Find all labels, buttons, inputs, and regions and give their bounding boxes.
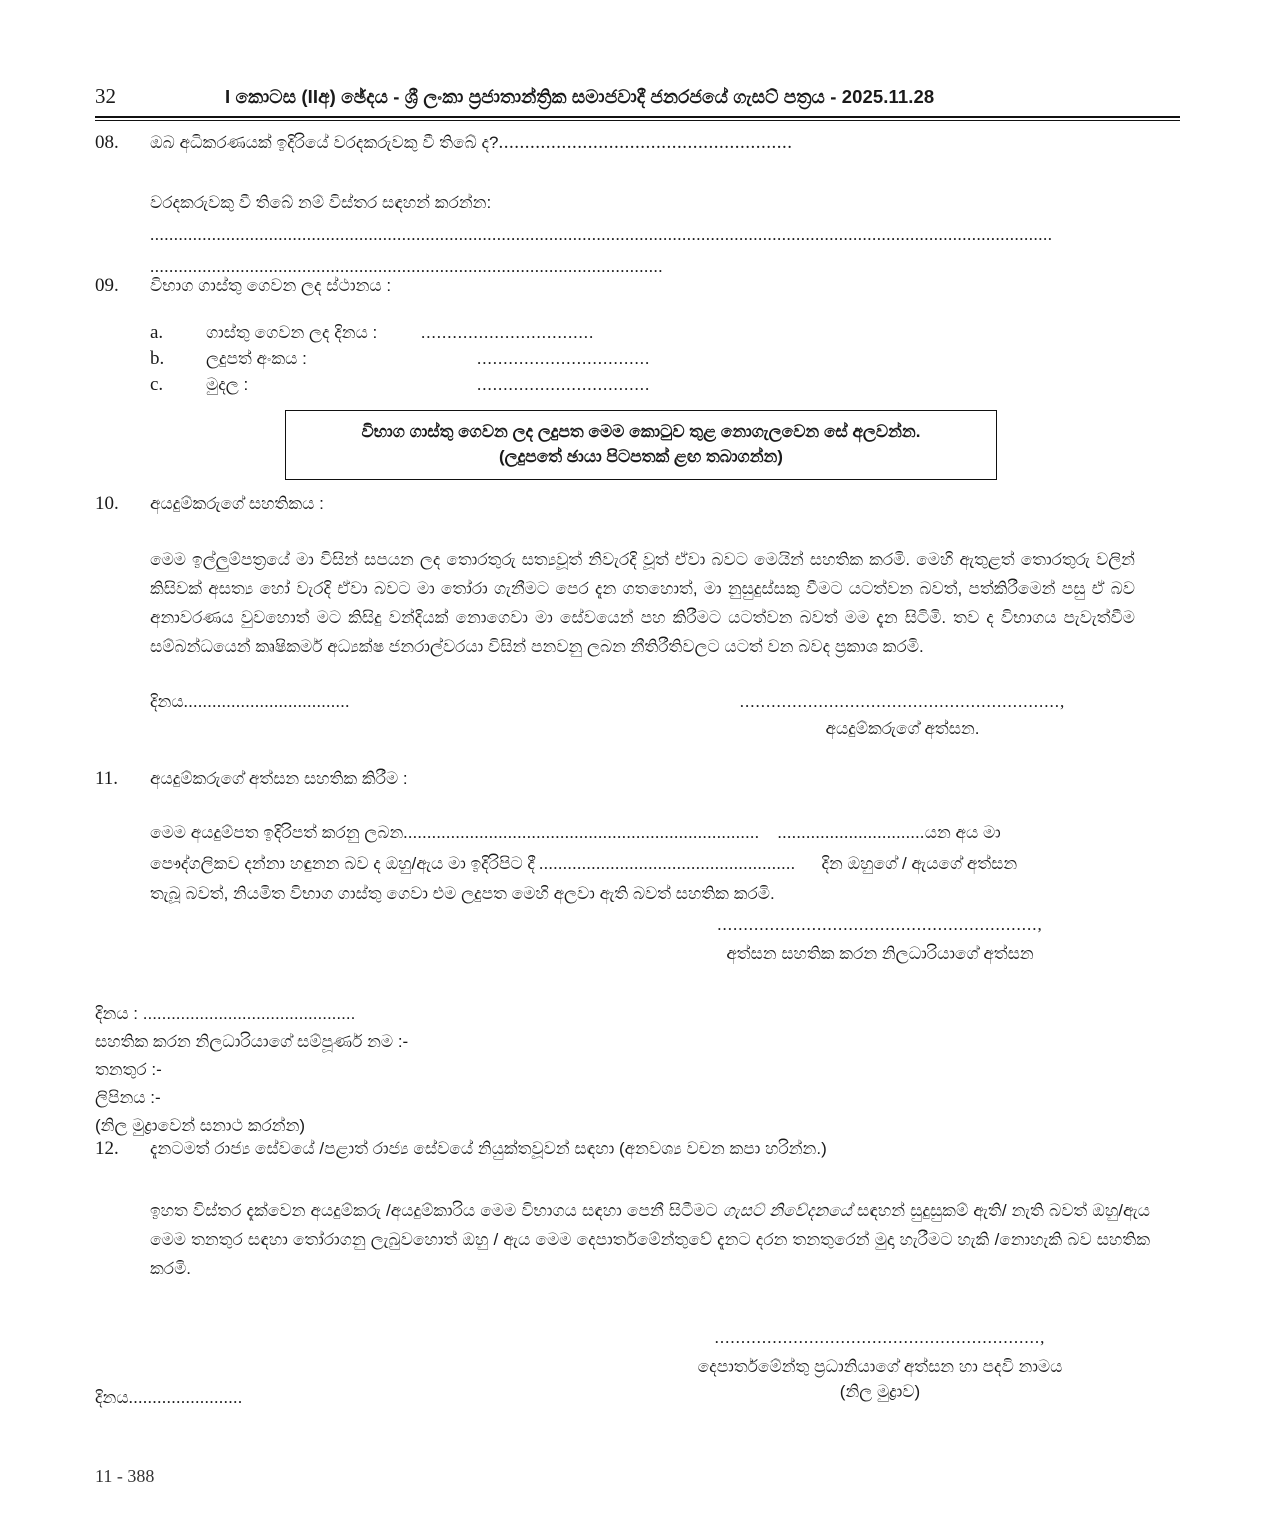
question-08-detail-line-1[interactable]: .............................................................................................................................................................................................. (150, 225, 1053, 244)
subitem-a-field[interactable]: ................................. (421, 323, 595, 342)
subitem-c-letter: c. (150, 374, 164, 395)
attestation-date-field[interactable]: ...................................................... (538, 854, 796, 873)
officer-fullname-line[interactable]: සහතික කරන නිලධාරියාගේ සම්පූර්ණ නම :- (95, 1032, 409, 1051)
receipt-paste-box (285, 410, 997, 480)
applicant-date-group (150, 692, 670, 712)
attestation-line-1-prefix: මෙම අයදුම්පත ඉදිරිපත් කරනු ලබන (150, 823, 404, 842)
question-12-heading: දැනටමත් රාජ්‍ය සේවයේ /පළාත් රාජ්‍ය සේවයේ නියුක්තවූවන් සඳහා (අනවශ්‍ය වචන කපා හරින්න.) (150, 1139, 827, 1158)
attesting-officer-signature-field[interactable]: ............................................................., (717, 915, 1043, 934)
subitem-b-field[interactable]: ................................. (477, 349, 651, 368)
question-11 (95, 768, 1180, 790)
officer-designation-line[interactable]: තනතුර :- (95, 1060, 162, 1079)
question-08-text (150, 133, 1180, 152)
attesting-officer-signature-group (620, 915, 1140, 962)
attestation-line-3-text: තැබූ බවත්, නියමිත විභාග ගාස්තු ගෙවා එම ලදුපත මෙහි අලවා ඇති බවත් සහතික කරමි. (150, 884, 775, 903)
attestation-line-2-prefix: පෞද්ගලිකව දන්නා හඳුනන බව ද ඔහු/ඇය මා ඉදිරිපිට දී (150, 854, 535, 873)
question-10 (95, 493, 1180, 515)
attestation-name-field-2[interactable]: ............................... (777, 823, 925, 842)
subitem-b-label: ලදුපත් අංකය : (206, 349, 307, 368)
document-footer-code: 11 - 388 (95, 1466, 155, 1486)
subitem-a (150, 322, 850, 344)
receipt-box-instruction-line-2: (ලදුපතේ ඡායා පිටපතක් ළඟ තබාගන්න) (499, 447, 783, 466)
question-10-heading: අයදුම්කරුගේ සහතිකය : (150, 494, 324, 513)
applicant-signature-row (150, 692, 1135, 737)
receipt-box-instruction-line-1: විභාග ගාස්තු ගෙවන ලද ලදුපත මෙම කොටුව තුළ නොගැලවෙන සේ අලවන්න. (361, 422, 921, 441)
page-header (95, 84, 1180, 109)
applicant-signature-caption: අයදුම්කරුගේ අත්සන. (825, 719, 980, 738)
dept-head-signature-group (620, 1328, 1140, 1400)
applicant-signature-field[interactable]: ............................................................., (739, 692, 1066, 711)
dept-head-certification-text (150, 1196, 1150, 1283)
applicant-date-field[interactable]: ................................... (183, 692, 350, 711)
question-08 (95, 132, 1180, 277)
attestation-line-1 (150, 818, 1140, 849)
officer-seal-note: (නිල මුද්‍රාවෙන් සනාථ කරන්න) (95, 1116, 306, 1135)
page-number: 32 (95, 84, 116, 108)
question-12 (95, 1138, 1180, 1160)
dept-cert-part-1: ඉහත විස්තර දැක්වෙන අයදුම්කරු /අයදුම්කාරිය මෙම විභාගය සඳහා පෙනී සිටීමට (150, 1201, 723, 1220)
attestation-line-2-suffix: දින ඔහුගේ / ඇයගේ අත්සන (821, 854, 1018, 873)
attestation-line-3 (150, 880, 1140, 910)
question-12-number: 12. (95, 1138, 119, 1159)
subitem-c-field[interactable]: ................................. (477, 375, 651, 394)
applicant-declaration-text: මෙම ඉල්ලුම්පත්‍රයේ මා විසින් සපයන ලද තොරතුරු සත්‍යවූත් නිවැරදි වූත් ඒවා බවට මෙයින් සහතික කරමි. මෙහි ඇතුළත් තොරතුරු වලින් කිසිවක් අසත්‍ය හෝ වැරදි ඒවා බවට මා තෝරා ගැනීමට පෙර දැන ගතහොත්, මා නුසුදුස්සකු වීමට යටත්වන බවත්, පත්කිරීමෙන් පසු ඒ බව අනාවරණය වුවහොත් මට කිසිදු වන්දියක් නොගෙවා මා සේවයෙන් පහ කිරීමට යටත්වන බවත් මම දැන සිටිමි. තව ද විභාගය පැවැත්වීම සම්බන්ධයෙන් කෘෂිකර්ම අධ්‍යක්ෂ ජනරාල්වරයා විසින් පනවනු ලබන නීතිරීතිවලට යටත් වන බවද ප්‍රකාශ කරමි. (150, 550, 1135, 656)
dept-head-seal-note: (නිල මුද්‍රාව) (839, 1382, 921, 1401)
header-divider (95, 116, 1180, 121)
attestation-name-field-1[interactable]: ........................................................................... (403, 823, 760, 842)
dept-head-signature-field[interactable]: .............................................................., (714, 1328, 1046, 1347)
subitem-c (150, 374, 850, 396)
attesting-officer-signature-caption: අත්සන සහතික කරන නිලධාරියාගේ අත්සන (726, 944, 1034, 963)
question-08-detail-line-2[interactable]: ............................................................................................................ (150, 257, 663, 276)
dept-cert-gazette-reference: ගැසට් නිවේදනයේ (722, 1201, 852, 1220)
attestation-line-1-suffix: යන අය මා (924, 823, 1001, 842)
question-09 (95, 275, 1180, 297)
subitem-a-label: ගාස්තු ගෙවන ලද දිනය : (206, 323, 378, 342)
question-08-subprompt: වරදකරුවකු වී තිබේ නම් විස්තර සඳහන් කරන්න: (150, 193, 492, 212)
question-08-number: 08. (95, 132, 119, 153)
question-09-heading: විභාග ගාස්තු ගෙවන ලද ස්ථානය : (150, 276, 392, 295)
question-08-answer-field[interactable]: ........................................................ (498, 132, 793, 153)
dept-cert-part-2: සඳහන් සුදුසුකම් ඇති/ නැති බවත් ඔහු/ඇය මෙම තනතුර සඳහා තෝරාගනු ලැබුවහොත් ඔහු / ඇය මෙම දෙපාර්තමේන්තුවේ දැනට දරන තනතුරෙන් මුදා හැරීමට හැකි /නොහැකි බව සහතික කරමි. (150, 1201, 1150, 1278)
final-date-field[interactable]: ........................ (128, 1388, 243, 1407)
question-09-subitems (150, 322, 850, 400)
attesting-officer-details (95, 1000, 715, 1140)
question-11-heading: අයදුම්කරුගේ අත්සන සහතික කිරීම : (150, 769, 408, 788)
subitem-c-label: මුදල : (206, 375, 249, 394)
question-09-number: 09. (95, 275, 119, 296)
applicant-signature-group (670, 692, 1135, 737)
subitem-b (150, 348, 850, 370)
attestation-line-2 (150, 849, 1140, 880)
question-08-label: ඔබ අධිකරණයක් ඉදිරියේ වරදකරුවකු වී තිබේ ද? (150, 133, 499, 152)
final-date-group (95, 1388, 243, 1408)
final-date-label: දිනය (95, 1388, 129, 1407)
question-10-number: 10. (95, 493, 119, 514)
gazette-header-title: I කොටස (IIඅ) ඡේදය - ශ්‍රී ලංකා ප්‍රජාතාන්ත්‍රික සමාජවාදී ජනරජයේ ගැසට් පත්‍රය - 2025.11.28 (225, 86, 935, 107)
dept-head-signature-caption: දෙපාර්තමේන්තු ප්‍රධානියාගේ අත්සන හා පදවි නාමය (697, 1357, 1063, 1376)
subitem-b-letter: b. (150, 348, 165, 369)
attestation-body (150, 818, 1140, 910)
officer-date-line[interactable]: දිනය : ............................................. (95, 1004, 356, 1023)
officer-address-line[interactable]: ලිපිනය :- (95, 1088, 161, 1107)
question-11-number: 11. (95, 768, 119, 789)
applicant-date-label: දිනය (150, 692, 184, 711)
subitem-a-letter: a. (150, 322, 164, 343)
